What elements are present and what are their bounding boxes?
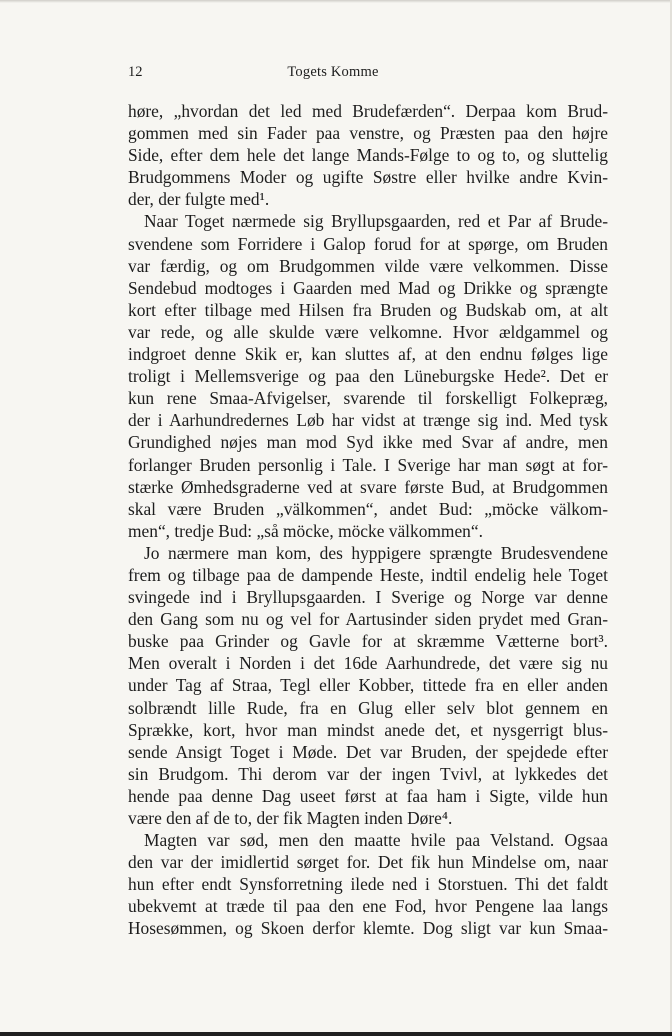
scan-bottom-edge (0, 1032, 672, 1036)
text-line: solbrændt lille Rude, fra en Glug eller selv blot gennem en (128, 697, 608, 718)
text-line: stærke Ømhedsgraderne ved at svare første Bud, at Brudgommen (128, 476, 608, 497)
text-line: skal være Bruden „välkommen“, andet Bud: „möcke välkom- (128, 498, 608, 519)
text-line: Hosesømmen, og Skoen derfor klemte. Dog sligt var kun Smaa- (128, 918, 608, 939)
running-title: Togets Komme (287, 64, 379, 80)
text-line: kort efter tilbage med Hilsen fra Bruden og Budskab om, at alt (128, 299, 608, 320)
text-line: hende paa denne Dag useet først at faa ham i Sigte, vilde hun (128, 785, 608, 806)
text-line: høre, „hvordan det led med Brudefærden“. Derpaa kom Brud- (128, 101, 608, 121)
text-line: Naar Toget nærmede sig Bryllupsgaarden, red et Par af Brude- (144, 211, 608, 232)
text-line: men“, tredje Bud: „så möcke, möcke välkommen“. (128, 520, 483, 541)
text-line: forlanger Bruden personlig i Tale. I Sverige har man søgt at for- (128, 454, 608, 475)
body-text (128, 100, 608, 940)
text-line: Side, efter dem hele det lange Mands-Følge to og to, og sluttelig (128, 145, 608, 166)
text-line: ubekvemt at træde til paa den ene Fod, hvor Pengene laa langs (128, 896, 608, 917)
text-line: svingede ind i Bryllupsgaarden. I Sverige og Norge var denne (128, 587, 608, 608)
text-line: sende Ansigt Toget i Møde. Det var Bruden, der spejdede efter (128, 741, 608, 762)
text-line: Grundighed nøjes man mod Syd ikke med Svar af andre, men (128, 432, 608, 453)
text-line: under Tag af Straa, Tegl eller Kobber, tittede fra en eller anden (128, 675, 608, 696)
page-header (128, 64, 538, 84)
scan-top-edge (0, 0, 672, 3)
page-number: 12 (128, 64, 143, 80)
text-line: hun efter endt Synsforretning ilede ned i Storstuen. Thi det faldt (128, 874, 608, 895)
text-line: Magten var sød, men den maatte hvile paa Velstand. Ogsaa (144, 830, 608, 851)
text-line: Sprække, kort, hvor man mindst anede det, et nysgerrigt blus- (128, 719, 608, 740)
text-line: indgroet denne Skik er, kan sluttes af, at den endnu følges lige (128, 344, 608, 365)
text-line: sin Brudgom. Thi derom var der ingen Tvivl, at lykkedes det (128, 763, 608, 784)
text-line: Sendebud modtoges i Gaarden med Mad og Drikke og sprængte (128, 277, 608, 298)
text-line: Jo nærmere man kom, des hyppigere sprængte Brudesvendene (144, 542, 608, 563)
text-line: den var der imidlertid sørget for. Det fik hun Mindelse om, naar (128, 852, 608, 873)
text-line: troligt i Mellemsverige og paa den Lüneburgske Hede². Det er (128, 366, 608, 387)
text-line: kun rene Smaa-Afvigelser, svarende til forskelligt Folkepræg, (128, 388, 608, 409)
text-line: var færdig, og om Brudgommen vilde være velkommen. Disse (128, 255, 608, 276)
text-line: der, der fulgte med¹. (128, 189, 270, 210)
text-line: frem og tilbage paa de dampende Heste, indtil endelig hele Toget (128, 564, 608, 585)
text-line: Men overalt i Norden i det 16de Aarhundrede, det være sig nu (128, 653, 608, 674)
text-line: gommen med sin Fader paa venstre, og Præsten paa den højre (128, 123, 608, 144)
text-line: svendene som Forridere i Galop forud for at spørge, om Bruden (128, 233, 608, 254)
text-line: der i Aarhundredernes Løb har vidst at trænge sig ind. Med tysk (128, 410, 608, 431)
text-line: var rede, og alle skulde være velkomne. Hvor ældgammel og (128, 321, 608, 342)
text-line: den Gang som nu og vel for Aartusinder siden prydet med Gran- (128, 609, 608, 630)
text-line: buske paa Grinder og Gavle for at skræmme Vætterne bort³. (128, 631, 608, 652)
text-line: Brudgommens Moder og ugifte Søstre eller hvilke andre Kvin- (128, 167, 608, 188)
text-line: være den af de to, der fik Magten inden Døre⁴. (128, 808, 453, 828)
